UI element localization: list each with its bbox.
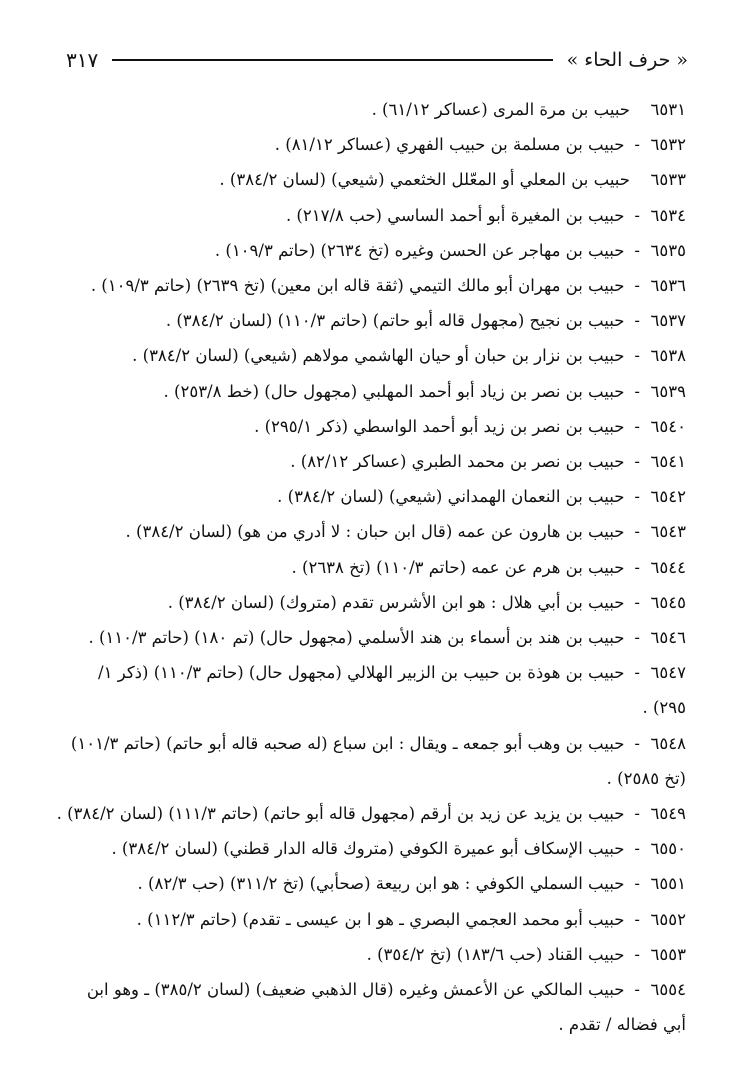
entry-number: ٦٥٤٠ [650,416,686,436]
entry [68,338,686,373]
entry-separator: - [634,276,640,296]
entry [68,409,686,444]
entry-separator: - [634,944,640,964]
entry-separator: - [634,311,640,331]
entry [68,162,686,197]
entry-separator: - [634,381,640,401]
entry [68,374,686,409]
entry [68,268,686,303]
entry-number: ٦٥٤٢ [650,487,686,507]
entry [68,726,686,796]
entry-number: ٦٥٤٥ [650,592,686,612]
entry-number: ٦٥٤٧ [650,663,686,683]
header-rule [112,59,552,61]
entry-text: حبيب بن المغيرة أبو أحمد الساسي (حب ٢١٧/٨) . [285,205,625,225]
entry-separator: - [634,839,640,859]
entry-text: حبيب القناد (حب ١٨٣/٦) (تخ ٣٥٤/٢) . [366,944,625,964]
entry-list [56,92,686,1042]
entry [68,866,686,901]
entry-text: حبيب بن مسلمة بن حبيب الفهري (عساكر ٨١/١٢) . [274,135,625,155]
entry-separator: - [634,240,640,260]
entry [68,198,686,233]
entry-separator: - [634,909,640,929]
entry [68,514,686,549]
entry-text: حبيب بن نصر بن محمد الطبري (عساكر ٨٢/١٢) . [290,452,625,472]
entry-separator: - [634,452,640,472]
entry-number: ٦٥٣٥ [650,240,686,260]
entry-text: حبيب المالكي عن الأعمش وغيره (قال الذهبي ضعيف) (لسان ٣٨٥/٢) ـ وهو ابن أبي فضاله / تقدم . [86,980,686,1035]
entry-number: ٦٥٤٨ [650,733,686,753]
entry-text: حبيب بن مهاجر عن الحسن وغيره (تخ ٢٦٣٤) (حاتم ١٠٩/٣) . [214,240,625,260]
entry-number: ٦٥٤٤ [650,557,686,577]
entry-number: ٦٥٣٦ [650,276,686,296]
entry-separator: - [634,416,640,436]
entry [68,620,686,655]
entry-separator: - [634,804,640,824]
entry-separator: - [634,628,640,648]
entry [68,127,686,162]
entry-number: ٦٥٤٩ [650,804,686,824]
entry-text: حبيب السملي الكوفي : هو ابن ربيعة (صحأبي) (تخ ٣١١/٢) (حب ٨٢/٣) . [137,874,625,894]
entry-separator: - [634,205,640,225]
page-number: ٣١٧ [66,48,99,72]
entry-text: حبيب بن المعلي أو المعّلل الخثعمي (شيعي) (لسان ٣٨٤/٢) . [219,170,630,190]
entry-text: حبيب بن نزار بن حبان أو حيان الهاشمي مولاهم (شيعي) (لسان ٣٨٤/٢) . [132,346,625,366]
entry-number: ٦٥٥٣ [650,944,686,964]
entry [68,655,686,725]
entry-text: حبيب بن أبي هلال : هو ابن الأشرس تقدم (متروك) (لسان ٣٨٤/٢) . [167,592,625,612]
entry [68,972,686,1042]
entry-separator: - [634,346,640,366]
entry-separator: - [634,663,640,683]
entry [68,831,686,866]
entry-separator: - [634,980,640,1000]
entry-text: حبيب بن هارون عن عمه (قال ابن حبان : لا أدري من هو) (لسان ٣٨٤/٢) . [125,522,625,542]
entry-text: حبيب بن مهران أبو مالك التيمي (ثقة قاله ابن معين) (تخ ٢٦٣٩) (حاتم ١٠٩/٣) . [90,276,625,296]
entry-text: حبيب بن النعمان الهمداني (شيعي) (لسان ٣٨٤/٢) . [277,487,625,507]
entry-number: ٦٥٥٠ [650,839,686,859]
entry-number: ٦٥٣٢ [650,135,686,155]
entry [68,585,686,620]
entry-text: حبيب بن مرة المرى (عساكر ٦١/١٢) . [371,100,630,119]
entry [68,902,686,937]
entry-number: ٦٥٣٣ [650,170,686,190]
entry [68,444,686,479]
entry-text: حبيب بن نصر بن زياد أبو أحمد المهلبي (مجهول حال) (خط ٢٥٣/٨) . [163,381,625,401]
entry [68,92,686,127]
entry-text: حبيب بن هند بن أسماء بن هند الأسلمي (مجهول حال) (تم ١٨٠) (حاتم ١١٠/٣) . [88,628,625,648]
entry-number: ٦٥٣٩ [650,381,686,401]
entry-number: ٦٥٣٧ [650,311,686,331]
entry-number: ٦٥٥١ [650,874,686,894]
entry-separator: - [634,874,640,894]
entry-text: حبيب بن نصر بن زيد أبو أحمد الواسطي (ذكر ٢٩٥/١) . [254,416,625,436]
entry-number: ٦٥٤١ [650,452,686,472]
entry [68,550,686,585]
section-title: « حرف الحاء » [566,49,688,71]
entry [68,233,686,268]
entry-text: حبيب بن هرم عن عمه (حاتم ١١٠/٣) (تخ ٢٦٣٨) . [291,557,625,577]
entry-text: حبيب بن هوذة بن حبيب بن الزبير الهلالي (مجهول حال) (حاتم ١١٠/٣) (ذكر ١/ ٢٩٥) . [98,663,686,718]
page-header [66,42,688,78]
entry-number: ٦٥٤٦ [650,628,686,648]
entry-separator: - [634,522,640,542]
entry [68,479,686,514]
entry-text: حبيب بن وهب أبو جمعه ـ ويقال : ابن سباع (له صحبه قاله أبو حاتم) (حاتم ١٠١/٣) (تخ ٢٥٨٥) . [70,733,686,788]
entry [56,796,686,831]
entry-separator: - [634,487,640,507]
entry-number: ٦٥٣٤ [650,205,686,225]
entry-number: ٦٥٤٣ [650,522,686,542]
entry-number: ٦٥٥٢ [650,909,686,929]
entry-number: ٦٥٥٤ [650,980,686,1000]
entry-separator: - [634,733,640,753]
entry-text: حبيب أبو محمد العجمي البصري ـ هو ا بن عيسى ـ تقدم) (حاتم ١١٢/٣) . [136,909,625,929]
entry-text: حبيب الإسكاف أبو عميرة الكوفي (متروك قاله الدار قطني) (لسان ٣٨٤/٢) . [111,839,625,859]
entry-separator: - [634,135,640,155]
entry-number: ٦٥٣٨ [650,346,686,366]
entry-text: حبيب بن يزيد عن زيد بن أرقم (مجهول قاله أبو حاتم) (حاتم ١١١/٣) (لسان ٣٨٤/٢) . [56,804,625,824]
entry [68,937,686,972]
entry-separator: - [634,557,640,577]
entry-separator: - [634,592,640,612]
entry-text: حبيب بن نجيح (مجهول قاله أبو حاتم) (حاتم ١١٠/٣) (لسان ٣٨٤/٢) . [165,311,625,331]
entry [68,303,686,338]
entry-number: ٦٥٣١ [650,100,686,119]
